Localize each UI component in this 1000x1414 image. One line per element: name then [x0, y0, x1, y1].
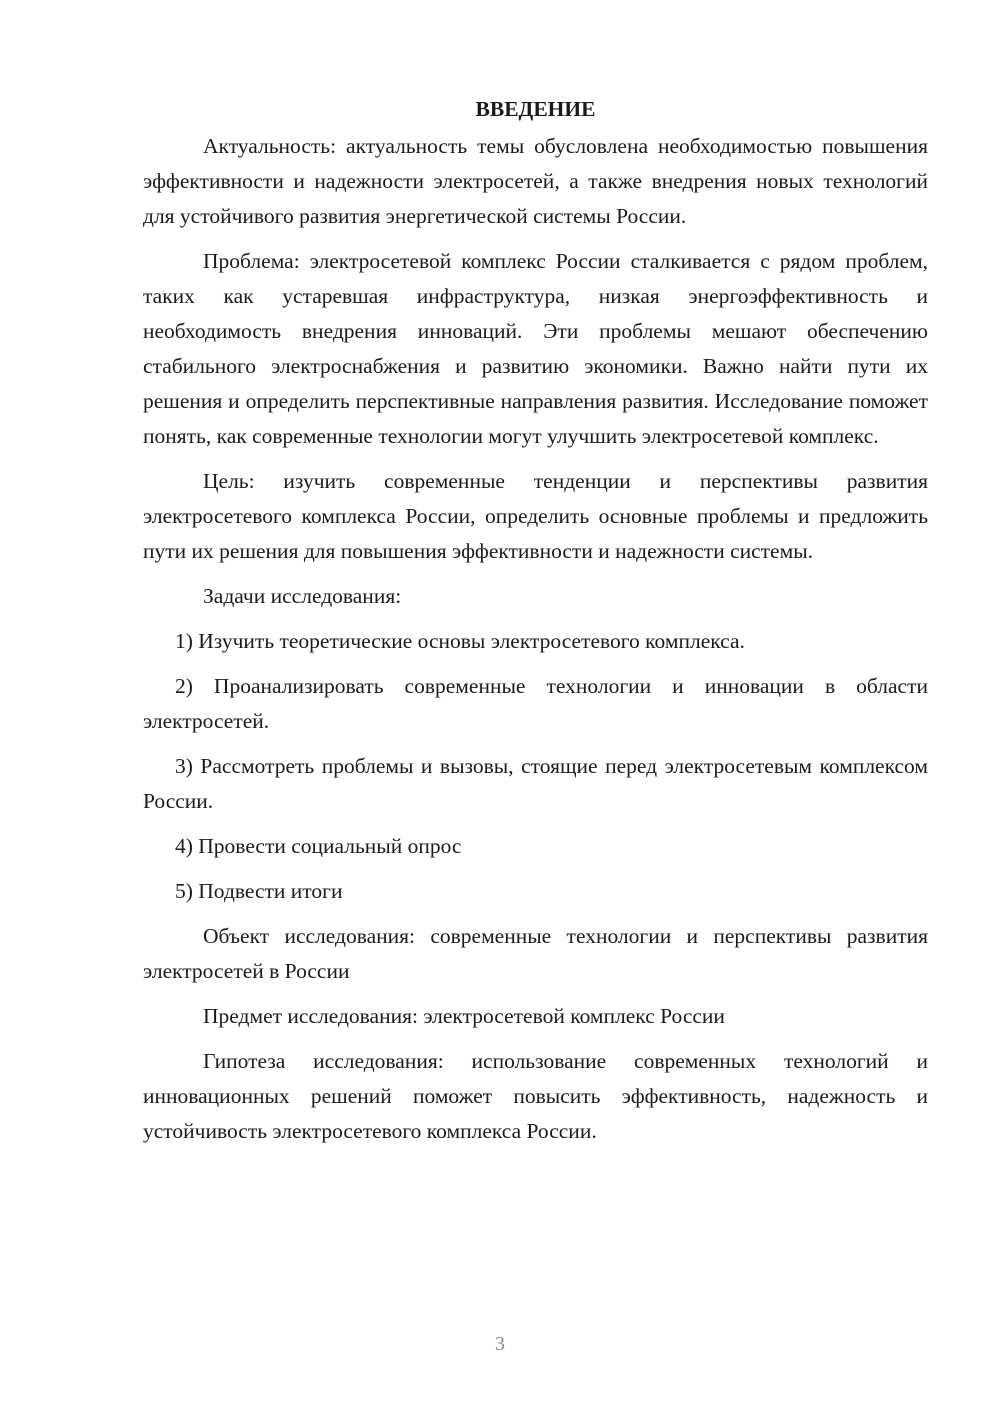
section-title: ВВЕДЕНИЕ [475, 97, 596, 121]
task-item: 5) Подвести итоги [175, 879, 343, 903]
object-paragraph: Объект исследования: современные технологии и перспективы развития электросетей в России [143, 924, 928, 983]
relevance-paragraph: Актуальность: актуальность темы обусловлена необходимостью повышения эффективности и надежности электросетей, а также внедрения новых технологий для устойчивого развития энергетической системы России. [143, 134, 928, 228]
goal-paragraph: Цель: изучить современные тенденции и перспективы развития электросетевого комплекса России, определить основные проблемы и предложить пути их решения для повышения эффективности и надежности системы. [143, 469, 928, 563]
task-item: 4) Провести социальный опрос [175, 834, 462, 858]
tasks-heading: Задачи исследования: [203, 584, 402, 608]
page-number: 3 [495, 1333, 505, 1355]
problem-paragraph: Проблема: электросетевой комплекс России сталкивается с рядом проблем, таких как устаревшая инфраструктура, низкая энергоэффективность и необходимость внедрения инноваций. Эти проблемы мешают обеспечению стабильного электроснабжения и развитию экономики. Важно найти пути их решения и определить перспективные направления развития. Исследование поможет понять, как современные технологии могут улучшить электросетевой комплекс. [143, 249, 928, 448]
task-item: 1) Изучить теоретические основы электросетевого комплекса. [175, 629, 745, 653]
hypothesis-paragraph: Гипотеза исследования: использование современных технологий и инновационных решений поможет повысить эффективность, надежность и устойчивость электросетевого комплекса России. [143, 1049, 928, 1143]
subject-paragraph: Предмет исследования: электросетевой комплекс России [203, 1004, 725, 1028]
document-page [143, 92, 928, 1159]
task-item: 2) Проанализировать современные технологии и инновации в области электросетей. [143, 674, 928, 733]
task-item: 3) Рассмотреть проблемы и вызовы, стоящие перед электросетевым комплексом России. [143, 754, 928, 813]
